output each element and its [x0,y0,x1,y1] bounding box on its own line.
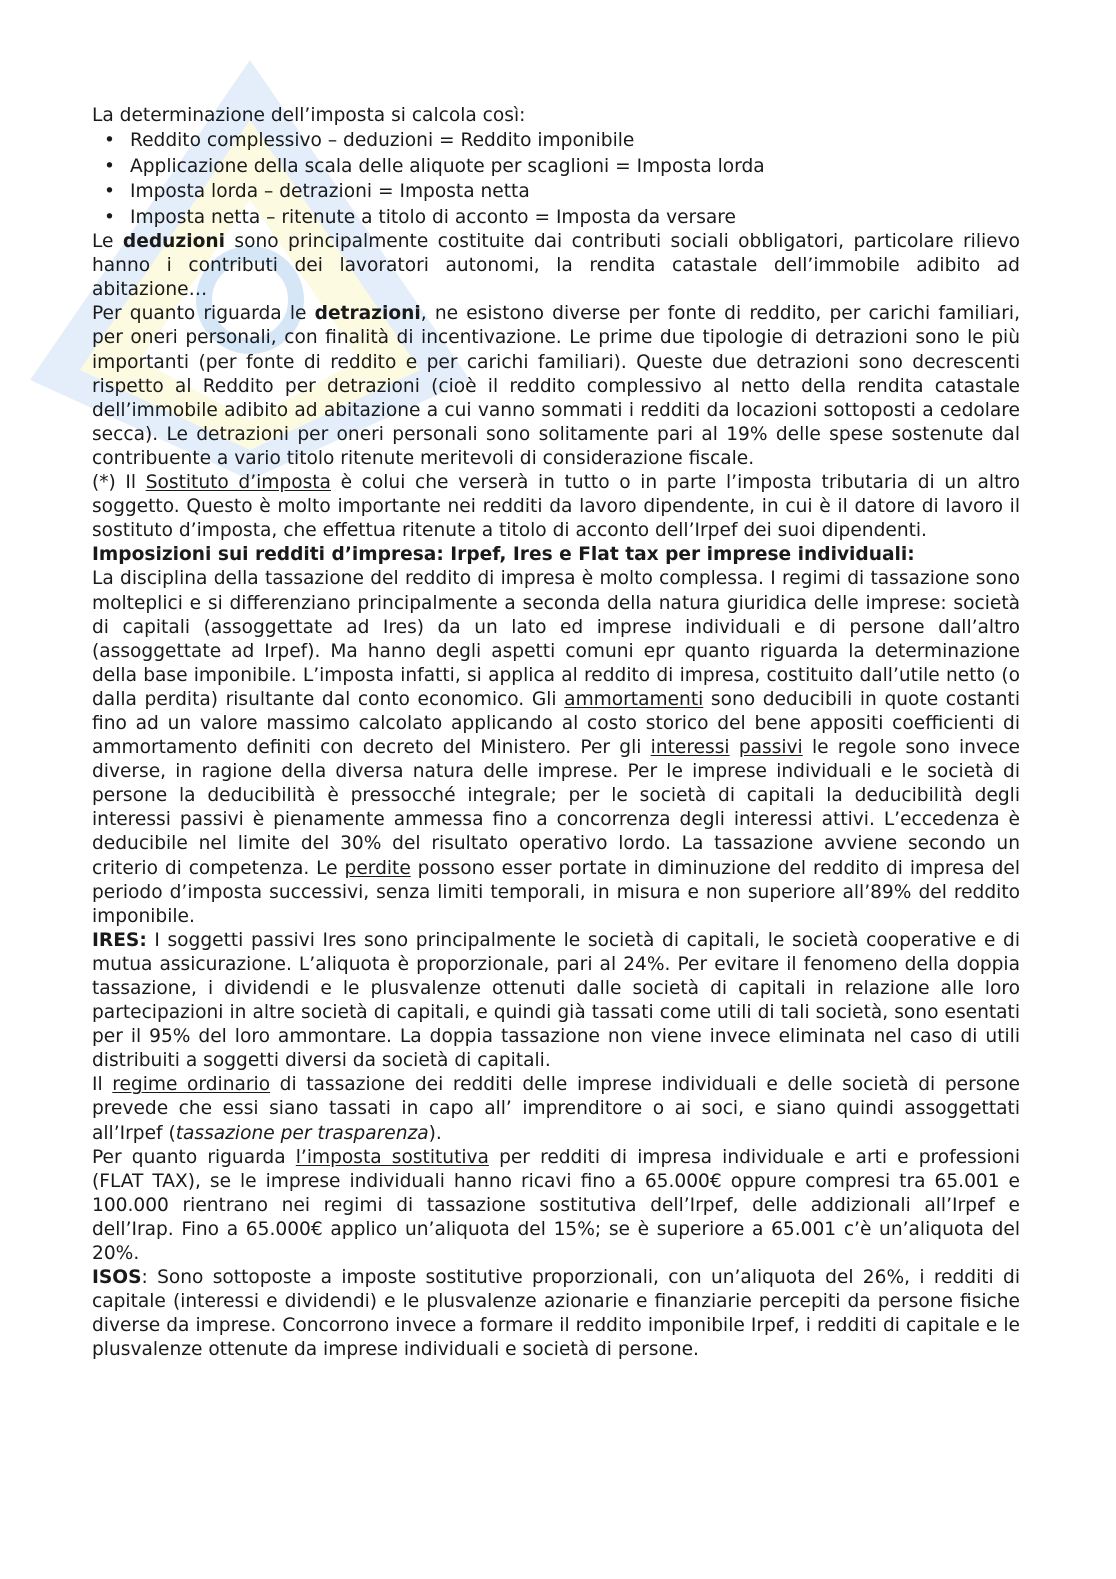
perdite-term: perdite [344,857,411,879]
sostituto-paragraph: (*) Il Sostituto d’imposta è colui che verserà in tutto o in parte l’imposta tributaria di un altro soggetto. Questo è molto importante nei redditi da lavoro dipendente, in cui è il datore di lavoro il sostituto d’imposta, che effettua ritenute a titolo di acconto dell’Irpef dei suoi dipendenti. [92,472,1020,542]
detrazioni-term: detrazioni [314,303,421,325]
regime-ordinario-term: regime ordinario [112,1074,271,1096]
ammortamenti-term: ammortamenti [564,688,704,710]
regime-ordinario-paragraph: Il regime ordinario di tassazione dei redditi delle imprese individuali e delle società di persone prevede che essi siano tassati in capo all’ imprenditore o ai soci, e siano quindi assoggettati all’Irpef (tassazione per trasparenza). [92,1074,1020,1144]
step-item: • Reddito complessivo – deduzioni = Reddito imponibile [92,128,1020,154]
imposta-sostitutiva-term: l’imposta sostitutiva [295,1146,489,1168]
deduzioni-paragraph: Le deduzioni sono principalmente costituite dai contributi sociali obbligatori, particolare rilievo hanno i contributi dei lavoratori autonomi, la rendita catastale dell’immobile adibito ad abitazione… [92,231,1021,301]
step-item: • Imposta lorda – detrazioni = Imposta netta [92,179,1020,205]
calculation-steps [92,128,1020,230]
step-item: • Applicazione della scala delle aliquote per scaglioni = Imposta lorda [92,154,1020,180]
trasparenza-term: tassazione per trasparenza [175,1122,429,1144]
ires-paragraph: IRES: I soggetti passivi Ires sono principalmente le società di capitali, le società cooperative e di mutua assicurazione. L’aliquota è proporzionale, pari al 24%. Per evitare il fenomeno della doppia tassazione, i dividendi e le plusvalenze ottenuti dalle società di capitali in relazione alle loro partecipazioni in altre società di capitali, e quindi già tassati come utili di tali società, sono esentati per il 95% del loro ammontare. La doppia tassazione non viene invece eliminata nel caso di utili distribuiti a soggetti diversi da società di capitali. [92,929,1020,1072]
passivi-term: passivi [738,737,803,759]
sostituto-term: Sostituto d’imposta [145,472,331,494]
impresa-heading: Imposizioni sui redditi d’impresa: Irpef, Ires e Flat tax per imprese individuali: [92,544,915,566]
intro-line: La determinazione dell’imposta si calcola così: [92,105,526,126]
interessi-term: interessi [650,737,730,759]
document-page [92,104,1020,1363]
step-item: • Imposta netta – ritenute a titolo di acconto = Imposta da versare [92,205,1020,231]
isos-paragraph: ISOS: Sono sottoposte a imposte sostitutive proporzionali, con un’aliquota del 26%, i redditi di capitale (interessi e dividendi) e le plusvalenze azionarie e finanziarie percepiti da persone fisiche diverse da imprese. Concorrono invece a formare il reddito imponibile Irpef, i redditi di capitale e le plusvalenze ottenute da imprese individuali e società di persone. [92,1267,1020,1361]
flat-tax-paragraph: Per quanto riguarda l’imposta sostitutiva per redditi di impresa individuale e arti e professioni (FLAT TAX), se le imprese individuali hanno ricavi fino a 65.000€ oppure compresi tra 65.001 e 100.000 rientrano nei regimi di tassazione sostitutiva dell’Irpef, delle addizionali all’Irpef e dell’Irap. Fino a 65.000€ applico un’aliquota del 15%; se è superiore a 65.001 c’è un’aliquota del 20%. [92,1146,1021,1265]
isos-term: ISOS [92,1267,142,1289]
deduzioni-term: deduzioni [122,231,225,253]
impresa-paragraph: La disciplina della tassazione del reddito di impresa è molto complessa. I regimi di tassazione sono molteplici e si differenziano principalmente a seconda della natura giuridica delle imprese: società di capitali (assoggettate ad Ires) da un lato ed imprese individuali e di persone dall’altro (assoggettate ad Irpef). Ma hanno degli aspetti comuni epr quanto riguarda la determinazione della base imponibile. L’imposta infatti, si applica al reddito di impresa, costituito dall’utile netto (o dalla perdita) risultante dal conto economico. Gli ammortamenti sono deducibili in quote costanti fino ad un valore massimo calcolato applicando al costo storico del bene appositi coefficienti di ammortamento definiti con decreto del Ministero. Per gli interessi passivi le regole sono invece diverse, in ragione della diversa natura delle imprese. Per le imprese individuali e le società di persone la deducibilità è pressocché integrale; per le società di capitali la deducibilità degli interessi passivi è pienamente ammessa fino a concorrenza degli interessi attivi. L’eccedenza è deducibile nel limite del 30% del risultato operativo lordo. La tassazione avviene secondo un criterio di competenza. Le perdite possono esser portate in diminuzione del reddito di impresa del periodo d’imposta successivi, senza limiti temporali, in misura e non superiore all’89% del reddito imponibile. [92,568,1020,927]
ires-term: IRES: [92,929,147,951]
detrazioni-paragraph: Per quanto riguarda le detrazioni, ne esistono diverse per fonte di reddito, per carichi familiari, per oneri personali, con finalità di incentivazione. Le prime due tipologie di detrazioni sono le più importanti (per fonte di reddito e per carichi familiari). Queste due detrazioni sono decrescenti rispetto al Reddito per detrazioni (cioè il reddito complessivo al netto della rendita catastale dell’immobile adibito ad abitazione a cui vanno sommati i redditi da locazioni sottoposti a cedolare secca). Le detrazioni per oneri personali sono solitamente pari al 19% delle spese sostenute dal contribuente a vario titolo ritenute meritevoli di considerazione fiscale. [92,303,1020,469]
